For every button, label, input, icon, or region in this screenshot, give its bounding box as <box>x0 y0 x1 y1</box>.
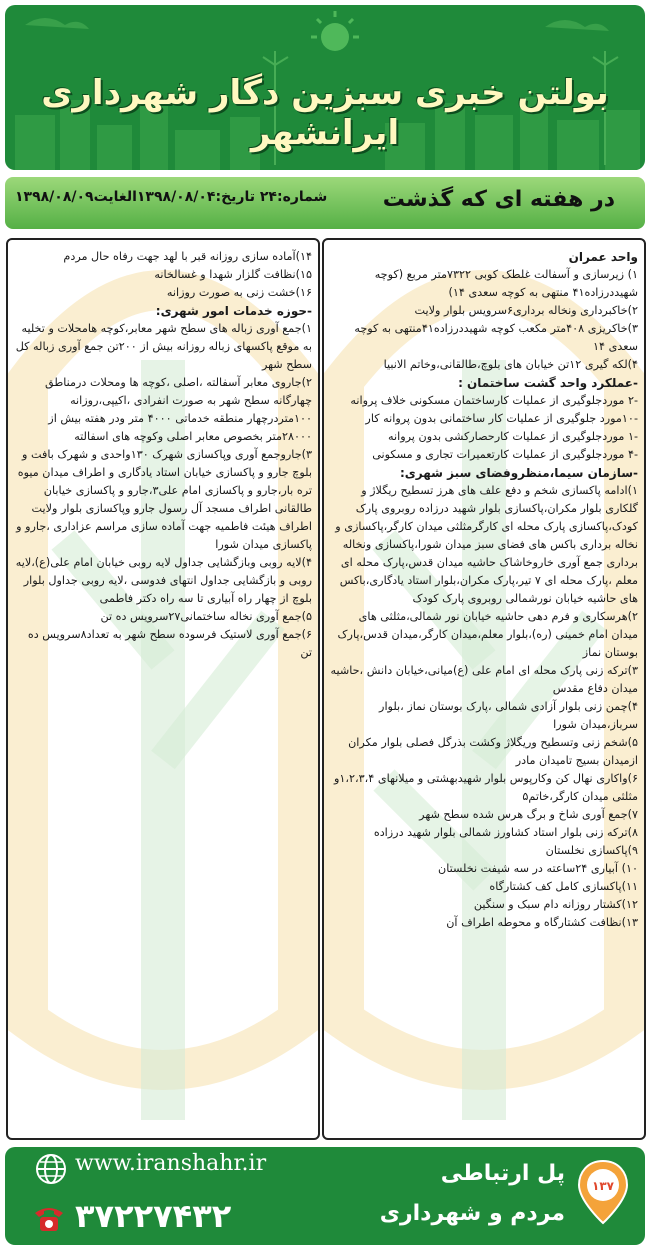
report-item: ۱)جمع آوری زباله های سطح شهر معابر،کوچه هامحلات و تخلیه به موقع پاکسهای زباله روزانه بیش از ۲۰۰تن جمع آوری زباله کل سطح شهر <box>15 322 312 371</box>
report-item: ۳)جاروجمع آوری وپاکسازی شهرک ۱۳۰واحدی و شهرک بافت و بلوچ جارو و پاکسازی خیابان استاد یادگاری و اطراف میدان میوه تره بار،جارو و پاکسازی امام علی۳،جارو و پاکسازی خیابان طالقانی اطراف مسجد آل رسول جارو وپاکسازی بلوار ولایت اطراف هیئت فاطمیه جهت آماده سازی مراسم عزاداری ،جارو و پاکسازی میدان شورا <box>16 448 312 551</box>
report-item: ۴)چمن زنی بلوار آزادی شمالی ،پارک بوستان نماز ،بلوار سرباز،میدان شورا <box>379 700 638 731</box>
issue-info-bar <box>5 177 645 229</box>
report-item: ۱)ادامه پاکسازی شخم و دفع علف های هرز تسطیح ریگلاژ و گلکاری بلوار مکران،پاکسازی بلوار شهید درزاده روبروی پارک کودک،پاکسازی پارک محله ای کارگرمثلثی میدان کارگر،پاکسازی و نخاله برداری باکس های فضای سبز میدان شورا،پاکسازی ونخاله برداری جمع آوری خاروخاشاک حاشیه میدان قدس،پارک محله ای معلم ،پارک محله ای ۷ تیر،پارک مکران،بلوار استاد یادگاری،باکس های حاشیه خیابان نورشمالی روبروی پارک کودک <box>335 484 638 605</box>
telephone-icon <box>31 1201 67 1235</box>
bulletin-title: بولتن خبری سبزین دگار شهرداری ایرانشهر <box>41 73 609 153</box>
report-item: ۶)جمع آوری لاستیک فرسوده سطح شهر به تعداد۸سرویس ده تن <box>27 628 312 659</box>
report-item: ۱۱)پاکسازی کامل کف کشتارگاه <box>489 880 638 893</box>
badge-number: ۱۳۷ <box>592 1179 614 1193</box>
report-item: ۵)جمع آوری نخاله ساختمانی۲۷سرویس ده تن <box>100 610 312 623</box>
section-heading: -عملکرد واحد گشت ساختمان : <box>458 376 638 390</box>
report-item: ۳)خاکریزی ۴۰۸متر مکعب کوچه شهیددرزاده۴۱منتهی به کوچه سعدی ۱۴ <box>354 322 638 353</box>
report-item: ۵)شخم زنی وتسطیح وریگلاژ وکشت بذرگل فصلی بلوار مکران ازمیدان بسیج تامیدان مادر <box>348 736 638 767</box>
report-item: ۶)واکاری نهال کن وکارپوس بلوار شهیدبهشتی و میلانهای ۱،۲،۳،۴و مثلثی میدان کارگر،خاتم۵ <box>334 772 638 803</box>
report-item: ۱۰) آبیاری ۲۴ساعته در سه شیفت نخلستان <box>438 862 638 875</box>
report-item: ۲)خاکبرداری ونخاله برداری۶سرویس بلوار ولایت <box>414 304 638 317</box>
phone-number: ۳۷۲۲۷۴۳۲ <box>75 1197 232 1235</box>
report-item: -۱۰مورد جلوگیری از عملیات کار ساختمانی بدون پروانه کار <box>365 412 638 425</box>
issue-meta <box>15 189 327 205</box>
report-item: ۷)جمع آوری شاخ و برگ هرس شده سطح شهر <box>419 808 638 821</box>
website-link[interactable]: www.iranshahr.ir <box>75 1151 267 1176</box>
bridge-line-1: پل ارتباطی <box>440 1161 565 1186</box>
section-heading: -سازمان سیما،منظروفضای سبز شهری: <box>400 466 638 480</box>
section-heading: -حوزه خدمات امور شهری: <box>155 304 312 318</box>
report-item: -۲ موردجلوگیری از عملیات کارساختمان مسکونی خلاف پروانه <box>350 394 638 407</box>
report-item: ۱۲)کشتار روزانه دام سبک و سنگین <box>473 898 638 911</box>
report-item: ۲)جاروی معابر آسفالته ،اصلی ،کوچه ها ومحلات درمناطق چهارگانه سطح شهر به صورت انفرادی ،اکیپی،روزانه ۱۰۰متردرچهار منطقه خدماتی ۴۰۰۰ متر ودر هفته بیش از ۲۸۰۰۰متر بخصوص معابر اصلی وکوچه های اسفالته <box>45 376 312 443</box>
globe-icon <box>35 1153 67 1185</box>
report-item: ۱۳)نظافت کشتارگاه و محوطه اطراف آن <box>446 916 638 929</box>
report-item: ۱۴)آماده سازی روزانه قبر با لهد جهت رفاه حال مردم <box>63 250 312 263</box>
report-item: ۳)ترکه زنی پارک محله ای امام علی (ع)میانی،خیابان دانش ،حاشیه میدان دفاع مقدس <box>330 664 638 695</box>
header-banner <box>5 5 645 170</box>
report-item: ۱۶)خشت زنی به صورت روزانه <box>166 286 312 299</box>
issue-date: تاریخ:۱۳۹۸/۰۸/۰۴الغایت۱۳۹۸/۰۸/۰۹ <box>15 189 256 205</box>
section-heading: واحد عمران <box>568 250 638 264</box>
report-item: ۱۵)نظافت گلزار شهدا و غسالخانه <box>154 268 312 281</box>
left-column-text <box>14 248 312 662</box>
badge-137-icon <box>575 1157 631 1227</box>
footer-banner <box>5 1147 645 1245</box>
right-column-text <box>330 248 638 932</box>
issue-number: شماره:۲۴ <box>259 189 328 205</box>
report-item: -۱ موردجلوگیری از عملیات کارحصارکشی بدون پروانه <box>388 430 638 443</box>
report-item: ۴)لکه گیری ۱۲تن خیابان های بلوچ،طالقانی،وخاتم الانبیا <box>383 358 638 371</box>
report-item: -۴ موردجلوگیری از عملیات کارتعمیرات تجاری و مسکونی <box>372 448 638 461</box>
bridge-line-2: مردم و شهرداری <box>379 1201 565 1226</box>
report-item: ۹)پاکسازی نخلستان <box>545 844 638 857</box>
report-item: ۲)هرسکاری و فرم دهی حاشیه خیابان نور شمالی،مثلثی های میدان امام خمینی (ره)،بلوار معلم،میدان کارگر،میدان قدس،پارک بوستان نماز <box>337 610 638 659</box>
section-title: در هفته ای که گذشت <box>382 187 615 212</box>
report-item: ۱) زیرسازی و آسفالت غلطک کوبی ۷۳۲۲متر مربع (کوچه شهیددرزاده۴۱ منتهی به کوچه سعدی ۱۴) <box>374 268 638 299</box>
right-column <box>322 238 646 1140</box>
report-item: ۴)لایه روبی وبازگشایی جداول لایه روبی خیابان امام علی(ع)،لایه روبی و بازگشایی جداول انتهای فدوسی ،لایه روبی جداول بلوار بلوچ از چهار راه آبیاری تا سه راه دکتر فاطمی <box>15 556 312 605</box>
left-column <box>6 238 320 1140</box>
report-item: ۸)ترکه زنی بلوار استاد کشاورز شمالی بلوار شهید درزاده <box>373 826 638 839</box>
